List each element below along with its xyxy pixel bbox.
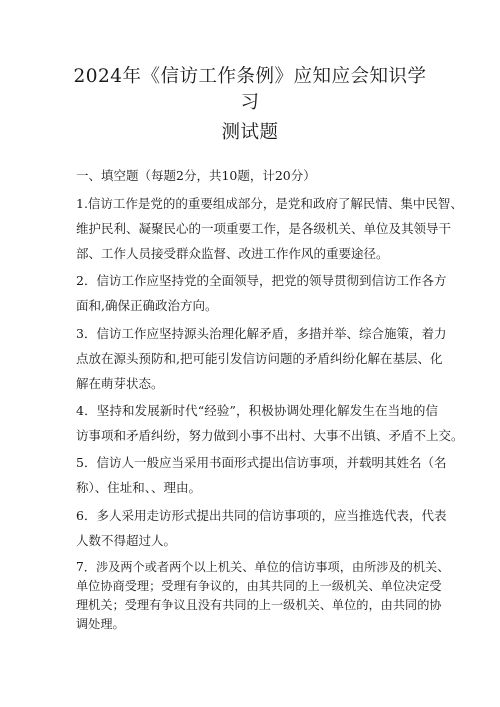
question-2-line-1: 2．信访工作应坚持党的全面领导，把党的领导贯彻到信访工作各方 [76,273,447,288]
question-5-line-1: 5．信访人一般应当采用书面形式提出信访事项，并载明其姓名（名 [76,455,447,470]
question-3-line-3: 解在萌芽状态。 [76,376,164,391]
question-3-line-2: 点放在源头预防和,把可能引发信访问题的矛盾纠纷化解在基层、化 [76,351,443,366]
question-4-line-2: 访事项和矛盾纠纷，努力做到小事不出村、大事不出镇、矛盾不上交。 [76,428,464,443]
question-1-line-2: 维护民利、凝聚民心的一项重要工作，是各级机关、单位及其领导干 [76,221,452,236]
question-7-line-2: 单位协商受理；受理有争议的，由其共同的上一级机关、单位决定受 [76,579,442,593]
question-6-line-2: 人数不得超过人。 [76,533,177,548]
question-2-line-2: 面和,确保正确政治方向。 [76,298,218,313]
section-heading: 一、填空题（每题2分，共10题，计20分） [76,168,316,183]
question-7-line-3: 理机关；受理有争议且没有共同的上一级机关、单位的，由共同的协 [76,598,442,612]
question-5-line-2: 称）、住址和、、理由。 [76,480,202,495]
question-6-line-1: 6．多人采用走访形式提出共同的信访事项的，应当推选代表，代表 [76,508,447,523]
question-1-line-3: 部、工作人员接受群众监督、改进工作作风的重要途径。 [76,246,389,261]
question-1-line-1: 1.信访工作是党的的重要组成部分，是党和政府了解民情、集中民智、 [76,196,463,211]
document-title-line-3: 测试题 [221,122,279,143]
question-3-line-1: 3．信访工作应坚持源头治理化解矛盾，多措并举、综合施策，着力 [76,326,447,341]
question-4-line-1: 4．坚持和发展新时代“经验”，积极协调处理化解发生在当地的信 [76,403,438,418]
question-7-line-1: 7．涉及两个或者两个以上机关、单位的信访事项，由所涉及的机关、 [76,560,450,574]
document-title-line-2: 习 [240,92,260,113]
document-title-line-1: 2024年《信访工作条例》应知应会知识学 [73,66,427,87]
question-7-line-4: 调处理。 [76,617,125,631]
